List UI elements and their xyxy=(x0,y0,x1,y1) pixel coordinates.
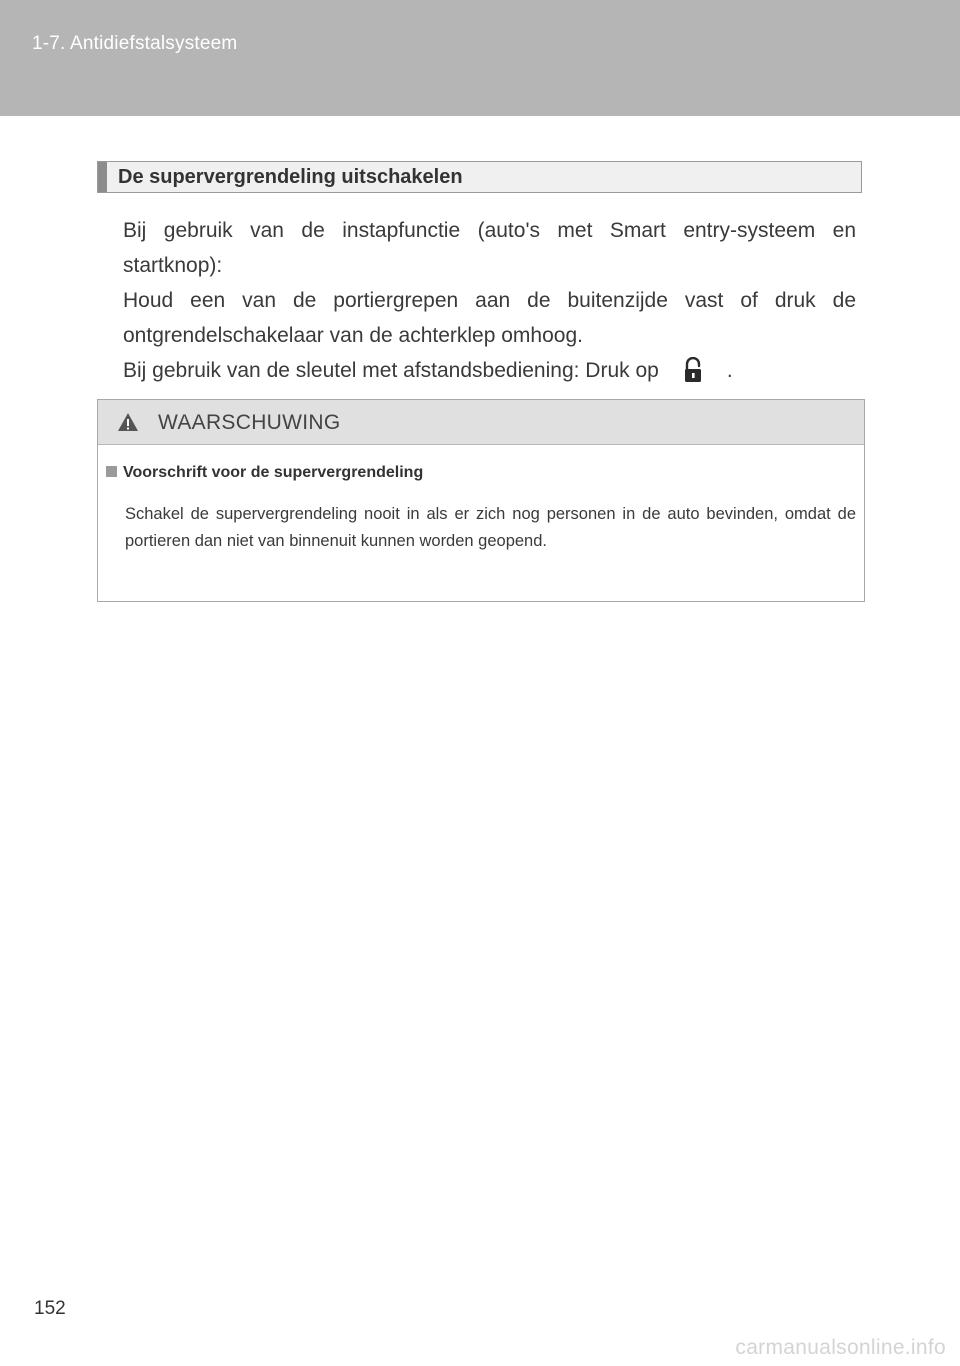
square-bullet-icon xyxy=(106,466,117,477)
section-accent-bar xyxy=(98,162,107,192)
warning-item-title: Voorschrift voor de supervergrendeling xyxy=(123,464,424,481)
warning-triangle-icon xyxy=(117,412,139,432)
warning-item-text: Schakel de supervergrendeling nooit in als er zich nog personen in de auto bevinden, omdat de portieren dan niet van binnenuit kunnen worden geopend. xyxy=(125,505,856,550)
section-title: De supervergrendeling uitschakelen xyxy=(118,166,463,188)
section-heading-bar xyxy=(97,161,862,193)
instructions-body xyxy=(123,213,856,388)
warning-box xyxy=(97,399,865,602)
instruction-paragraph-1: Bij gebruik van de instapfunctie (auto's met Smart entry-systeem en startknop): xyxy=(123,219,856,277)
watermark: carmanualsonline.info xyxy=(735,1336,946,1359)
instruction-paragraph-3 xyxy=(123,353,856,388)
instruction-paragraph-3-end: . xyxy=(726,359,733,382)
warning-item-heading xyxy=(106,464,423,482)
chapter-title: 1-7. Antidiefstalsysteem xyxy=(32,33,238,54)
header-band xyxy=(0,0,960,116)
instruction-paragraph-2: Houd een van de portiergrepen aan de buitenzijde vast of druk de ontgrendelschakelaar van de achterklep omhoog. xyxy=(123,289,856,347)
warning-header xyxy=(98,400,864,445)
unlock-icon xyxy=(683,357,705,383)
warning-label: WAARSCHUWING xyxy=(158,411,341,434)
page-number: 152 xyxy=(34,1298,66,1319)
instruction-paragraph-3-text: Bij gebruik van de sleutel met afstandsbediening: Druk op xyxy=(123,359,659,382)
